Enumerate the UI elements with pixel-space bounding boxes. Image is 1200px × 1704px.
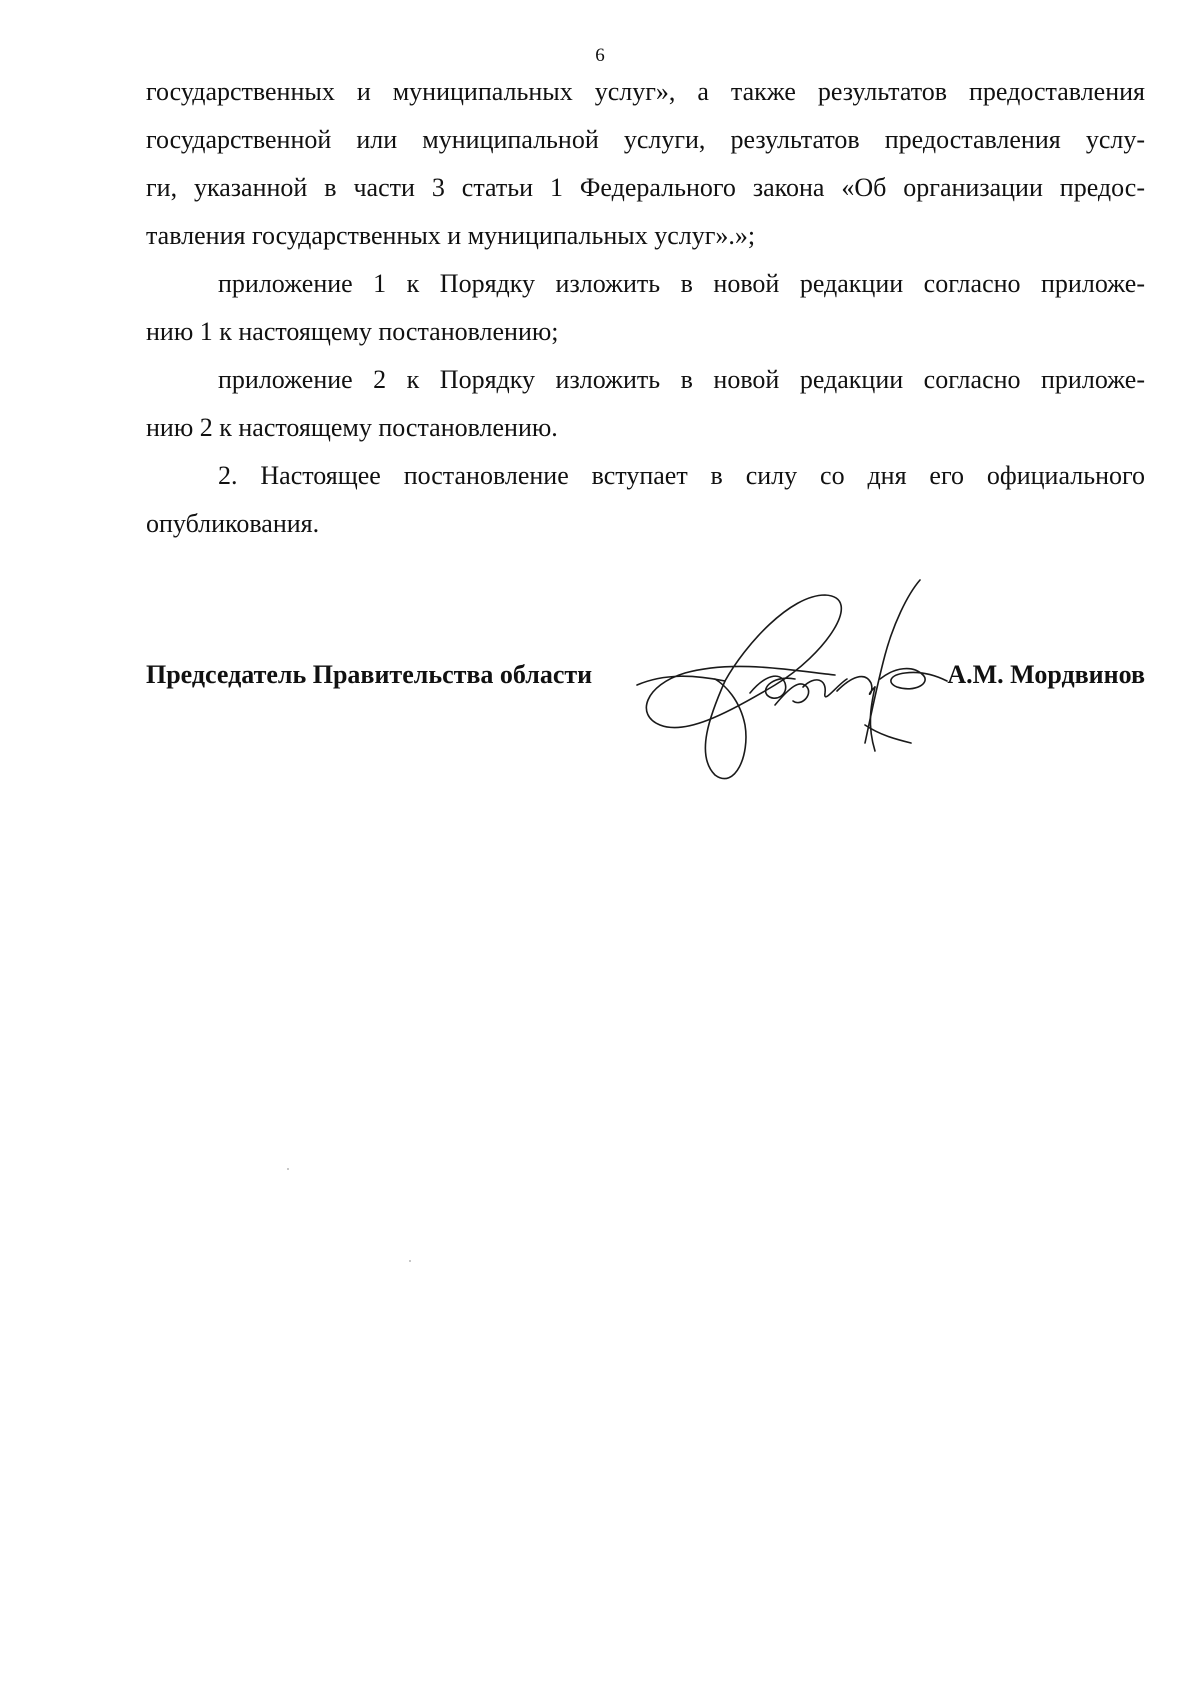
body-line: ги, указанной в части 3 статьи 1 Федерального закона «Об организации предос-: [146, 173, 1145, 202]
signatory-position: Председатель Правительства области: [146, 660, 593, 689]
signatory-name: А.М. Мордвинов: [947, 660, 1145, 689]
page-number: 6: [595, 45, 605, 66]
body-line: приложение 2 к Порядку изложить в новой редакции согласно приложе-: [218, 365, 1145, 394]
body-line: опубликования.: [146, 509, 320, 538]
document-body: [146, 68, 1145, 548]
body-line: 2. Настоящее постановление вступает в силу со дня его официального: [218, 461, 1145, 490]
scan-speck: [409, 1260, 411, 1262]
body-line: тавления государственных и муниципальных услуг».»;: [146, 221, 756, 250]
body-line: государственных и муниципальных услуг», а также результатов предоставления: [146, 77, 1145, 106]
body-line: нию 2 к настоящему постановлению.: [146, 413, 558, 442]
body-line: государственной или муниципальной услуги, результатов предоставления услу-: [146, 125, 1145, 154]
body-line: нию 1 к настоящему постановлению;: [146, 317, 559, 346]
body-line: приложение 1 к Порядку изложить в новой редакции согласно приложе-: [218, 269, 1145, 298]
handwritten-signature: [575, 575, 955, 795]
scan-speck: [287, 1168, 289, 1170]
